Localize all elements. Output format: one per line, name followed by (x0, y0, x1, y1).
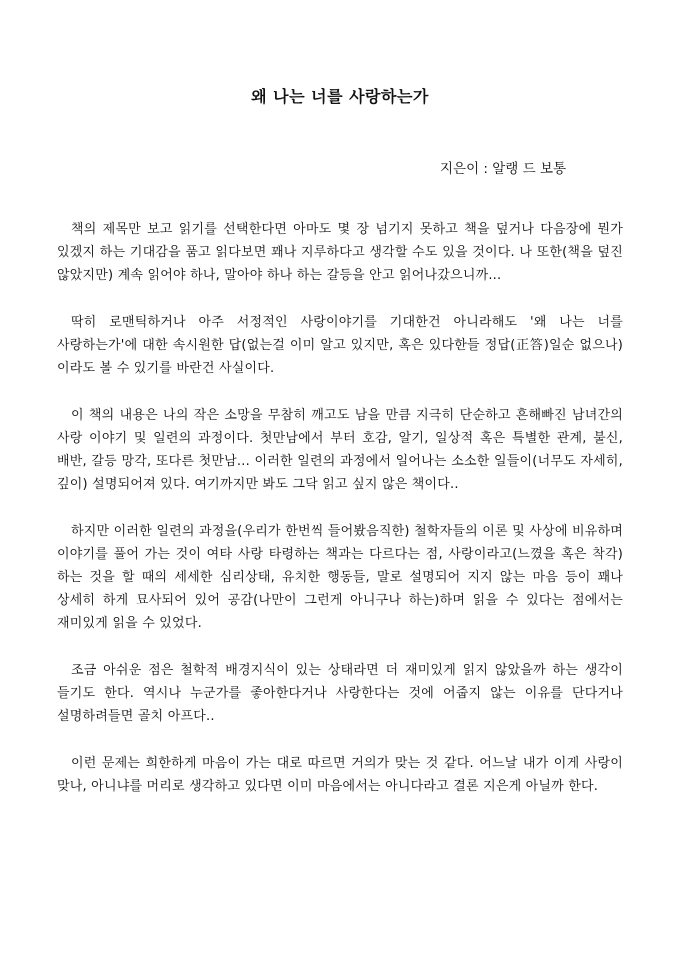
author-line: 지은이 : 알랭 드 보통 (440, 161, 567, 177)
paragraph-3: 이 책의 내용은 나의 작은 소망을 무참히 깨고도 남을 만큼 지극히 단순하고 흔해빠진 남녀간의 사랑 이야기 및 일련의 과정이다. 첫만남에서 부터 호감, 알기, 일상적 혹은 특별한 관계, 불신, 배반, 갈등 망각, 또다른 첫만남... 이러한 일련의 과정에서 일어나는 소소한 일들이(너무도 자세히,깊이) 설명되어져 있다. 여기까지만 봐도 그닥 읽고 싶지 않은 책이다.. (57, 408, 623, 492)
document-title: 왜 나는 너를 사랑하는가 (251, 87, 429, 106)
paragraph-6: 이런 문제는 희한하게 마음이 가는 대로 따르면 거의가 맞는 것 같다. 어느날 내가 이게 사랑이 맞나, 아니냐를 머리로 생각하고 있다면 이미 마음에서는 아니다라고 결론 지은게 아닐까 한다. (57, 756, 623, 794)
paragraph-4: 하지만 이러한 일련의 과정을(우리가 한번씩 들어봤음직한) 철학자들의 이론 및 사상에 비유하며 이야기를 풀어 가는 것이 여타 사랑 타령하는 책과는 다르다는 점, 사랑이라고(느꼈을 혹은 착각) 하는 것을 할 때의 세세한 심리상태, 유치한 행동들, 말로 설명되어 지지 않는 마음 등이 꽤나 상세히 하게 묘사되어 있어 공감(나만이 그런게 아니구나 하는)하며 읽을 수 있다는 점에서는 재미있게 읽을 수 있었다. (57, 524, 623, 631)
paragraph-1: 책의 제목만 보고 읽기를 선택한다면 아마도 몇 장 넘기지 못하고 책을 덮거나 다음장에 뭔가 있겠지 하는 기대감을 품고 읽다보면 꽤나 지루하다고 생각할 수도 있을 것이다. 나 또한(책을 덮진 않았지만) 계속 읽어야 하나, 말아야 하나 하는 갈등을 안고 읽어나갔으니까... (57, 222, 623, 283)
document-body (57, 218, 623, 822)
paragraph-2: 딱히 로맨틱하거나 아주 서정적인 사랑이야기를 기대한건 아니라해도 '왜 나는 너를 사랑하는가'에 대한 속시원한 답(없는걸 이미 알고 있지만, 혹은 있다한들 정답(正答)일순 없으나)이라도 볼 수 있기를 바란건 사실이다. (57, 315, 623, 376)
paragraph-5: 조금 아쉬운 점은 철학적 배경지식이 있는 상태라면 더 재미있게 읽지 않았을까 하는 생각이 들기도 한다. 역시나 누군가를 좋아한다거나 사랑한다는 것에 어줍지 않는 이유를 단다거나 설명하려들면 골치 아프다.. (57, 663, 623, 724)
